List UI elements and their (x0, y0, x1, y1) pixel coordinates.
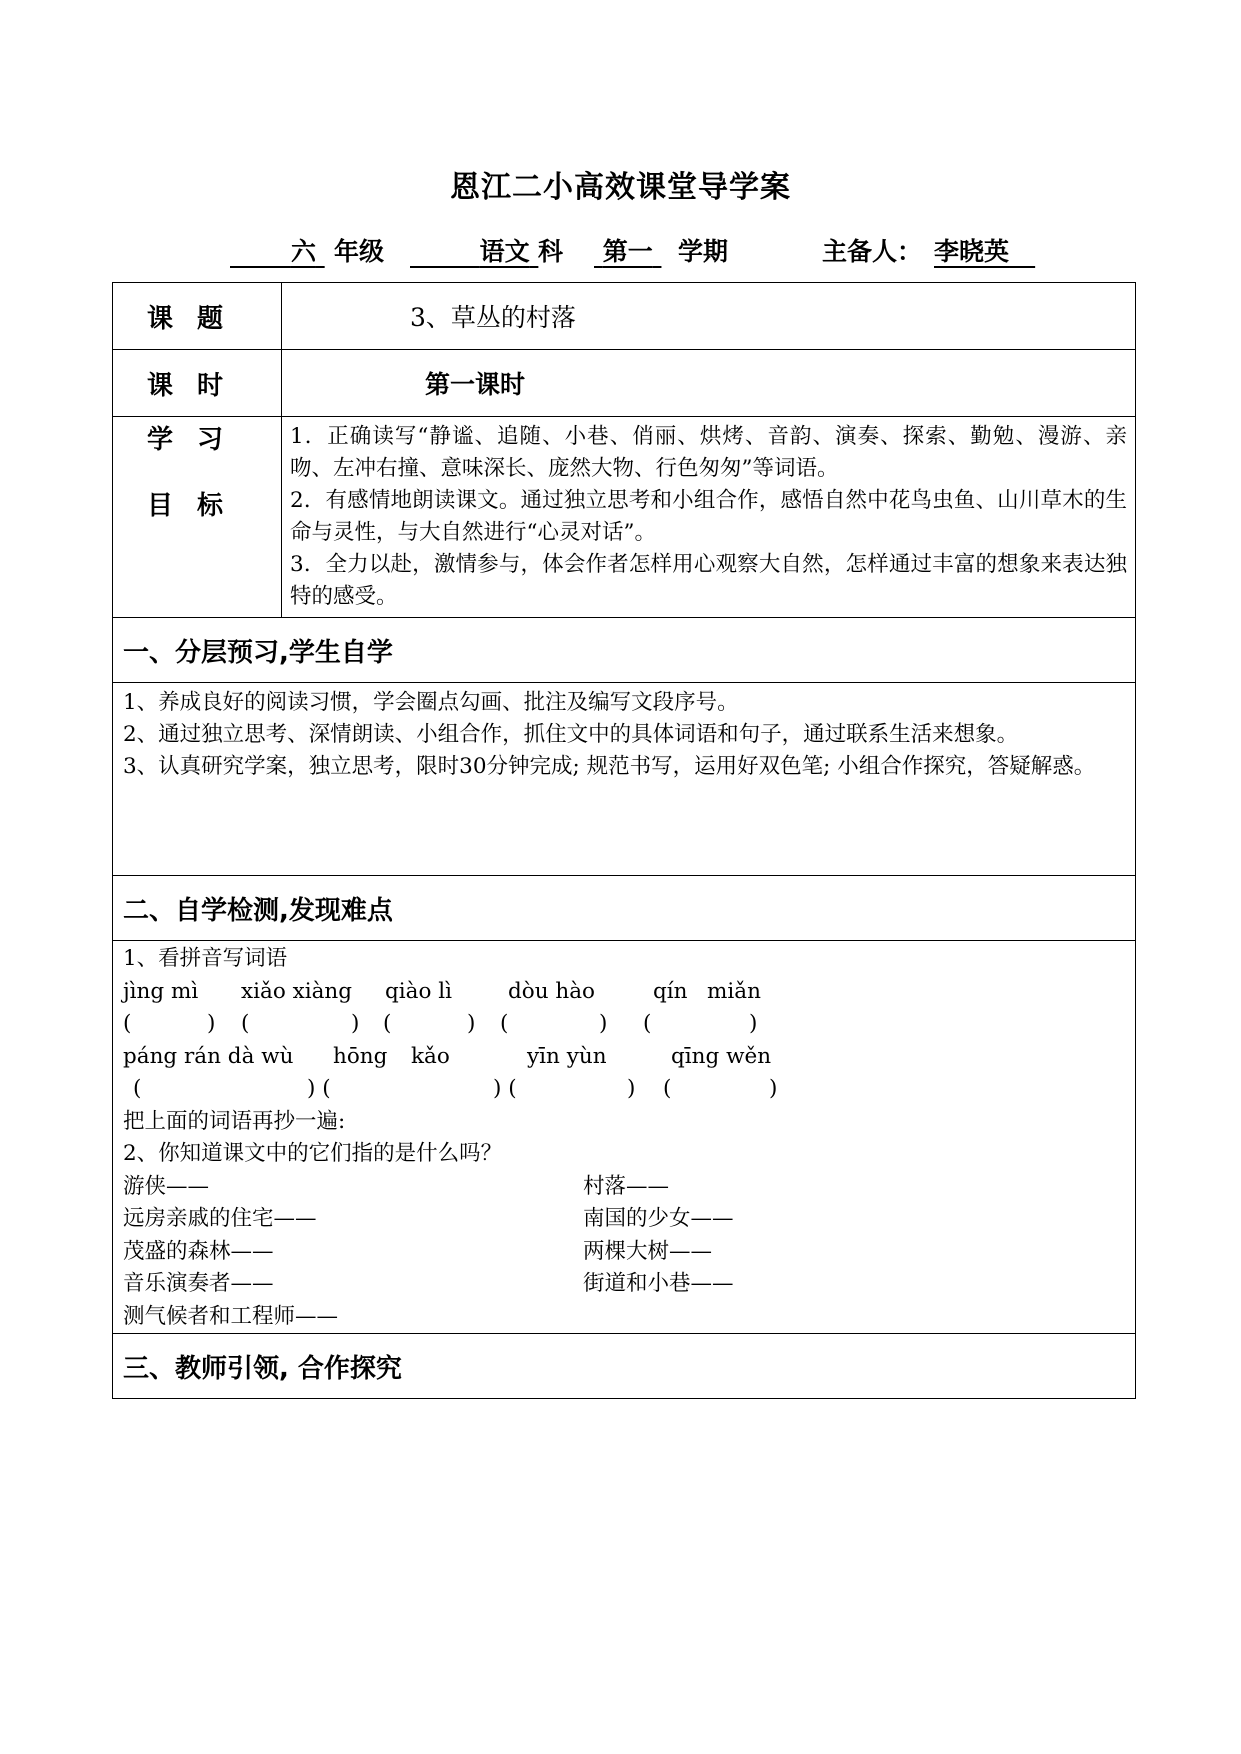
match-left: 茂盛的森林—— (123, 1238, 274, 1264)
match-left: 远房亲戚的住宅—— (123, 1206, 317, 1231)
subject-label: 科 (538, 237, 564, 266)
match-row (123, 1171, 1125, 1204)
pinyin: jìng mì (123, 978, 199, 1004)
section1-item: 3、认真研究学案，独立思考，限时30分钟完成; 规范书写，运用好双色笔; 小组合作探究，答疑解惑。 (123, 754, 1096, 779)
blank-row-1 (123, 1008, 1125, 1041)
goal-item: 3．全力以赴，激情参与，体会作者怎样用心观察大自然，怎样通过丰富的想象来表达独特的感受。 (290, 552, 1127, 609)
match-row (123, 1268, 1125, 1301)
blank-paren: ) ( (307, 1076, 331, 1101)
pinyin-row-1 (123, 976, 1125, 1009)
copy-again-instruction: 把上面的词语再抄一遍: (123, 1108, 346, 1134)
pinyin: yīn yùn (527, 1043, 607, 1069)
q2-title: 2、你知道课文中的它们指的是什么吗？ (123, 1141, 503, 1166)
subject-field: 语文 (479, 237, 530, 266)
blank-paren: ) (769, 1076, 778, 1101)
section2-body (113, 941, 1136, 1334)
section1-item: 1、养成良好的阅读习惯，学会圈点勾画、批注及编写文段序号。 (123, 690, 739, 715)
goals-label-line2: 目标 (146, 491, 247, 521)
blank-paren: ) (467, 1011, 476, 1036)
q1-title: 1、看拼音写词语 (123, 946, 288, 971)
pinyin: páng rán dà wù (123, 1043, 294, 1069)
pinyin-row-2 (123, 1041, 1125, 1074)
section1-body (113, 683, 1136, 876)
match-right: 南国的少女—— (583, 1206, 734, 1231)
pinyin: qīng wěn (671, 1043, 772, 1069)
section1-item: 2、通过独立思考、深情朗读、小组合作，抓住文中的具体词语和句子，通过联系生活来想象。 (123, 722, 1019, 747)
grade-label: 年级 (334, 237, 385, 266)
period-value: 第一课时 (282, 350, 1136, 417)
goals-label (113, 417, 282, 618)
blank-paren: ( (123, 1011, 132, 1036)
lesson-plan-table (112, 282, 1136, 1399)
pinyin: qiào lì (385, 978, 452, 1004)
blank-paren: ( (500, 1011, 509, 1036)
match-right: 街道和小巷—— (583, 1271, 734, 1296)
pinyin: hōng (333, 1043, 388, 1069)
match-row (123, 1236, 1125, 1269)
pinyin: miǎn (707, 978, 761, 1004)
section3-heading: 三、教师引领, 合作探究 (113, 1334, 1136, 1399)
goal-item: 1．正确读写“静谧、追随、小巷、俏丽、烘烤、音韵、演奏、探索、勤勉、漫游、亲吻、左冲右撞、意味深长、庞然大物、行色匆匆”等词语。 (290, 424, 1127, 481)
match-left: 游侠—— (123, 1173, 210, 1199)
pinyin: qín (653, 978, 688, 1004)
blank-paren: ) ( (493, 1076, 517, 1101)
blank-row-2 (123, 1073, 1125, 1106)
pinyin: dòu hào (508, 978, 595, 1004)
topic-label: 课题 (113, 283, 282, 350)
topic-value: 3、草丛的村落 (282, 283, 1136, 350)
blank-paren: ( (383, 1011, 392, 1036)
blank-paren: ( (133, 1076, 142, 1101)
blank-paren: ) (351, 1011, 360, 1036)
preparer-name: 李晓英 (934, 237, 1010, 266)
blank-paren: ) (627, 1076, 636, 1101)
match-row (123, 1301, 1125, 1334)
blank-paren: ( (643, 1011, 652, 1036)
blank-paren: ) (207, 1011, 216, 1036)
term-label: 学期 (678, 237, 729, 266)
blank-paren: ) (749, 1011, 758, 1036)
goal-item: 2．有感情地朗读课文。通过独立思考和小组合作，感悟自然中花鸟虫鱼、山川草木的生命与灵性，与大自然进行“心灵对话”。 (290, 488, 1127, 545)
blank-paren: ( (241, 1011, 250, 1036)
match-right: 村落—— (583, 1173, 670, 1199)
section2-heading: 二、自学检测,发现难点 (113, 876, 1136, 941)
page-title: 恩江二小高效课堂导学案 (450, 170, 791, 205)
section1-heading: 一、分层预习,学生自学 (113, 618, 1136, 683)
period-label: 课时 (113, 350, 282, 417)
blank-paren: ( (663, 1076, 672, 1101)
pinyin: kǎo (411, 1043, 450, 1069)
grade-field: 六 (290, 237, 316, 266)
match-left: 音乐演奏者—— (123, 1271, 274, 1296)
pinyin: xiǎo xiàng (241, 978, 353, 1004)
blank-paren: ) (599, 1011, 608, 1036)
preparer-label: 主备人： (822, 237, 923, 266)
goals-list (282, 417, 1136, 618)
term-field: 第一 (602, 237, 653, 266)
match-left: 测气候者和工程师—— (123, 1303, 339, 1329)
match-row (123, 1203, 1125, 1236)
goals-label-line1: 学习 (146, 425, 247, 455)
match-right: 两棵大树—— (583, 1238, 713, 1264)
